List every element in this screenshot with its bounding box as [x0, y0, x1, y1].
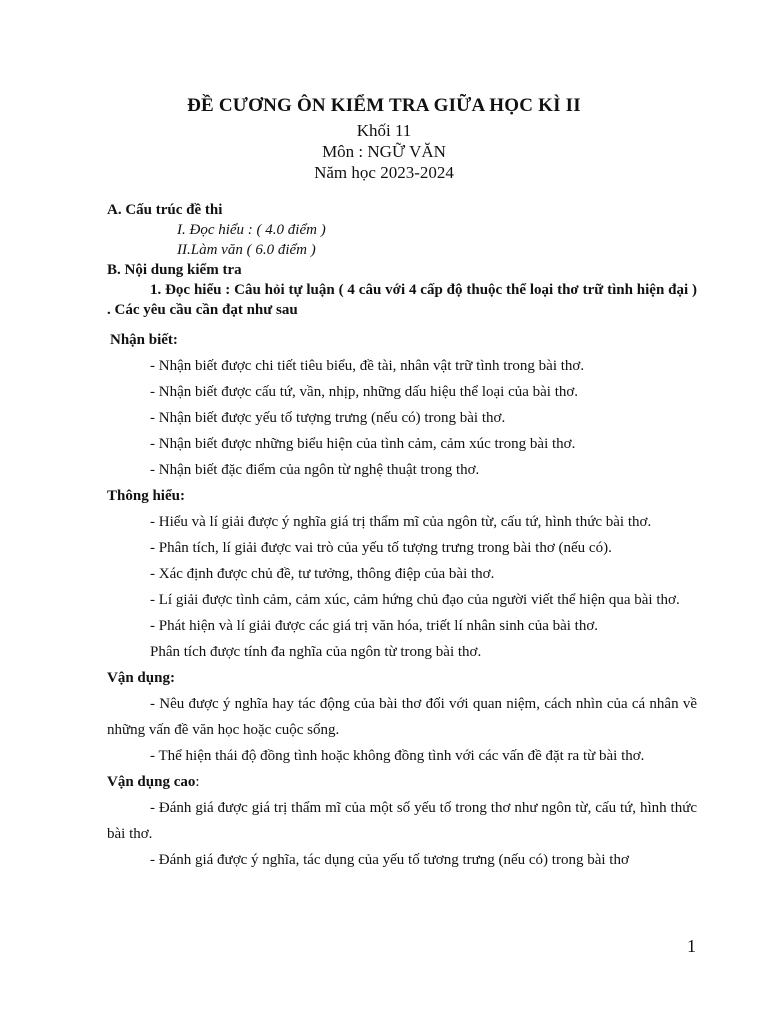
- level-item: - Xác định được chủ đề, tư tưởng, thông điệp của bài thơ.: [150, 566, 495, 582]
- level-heading-application: Vận dụng:: [107, 670, 175, 686]
- structure-item-writing: II.Làm văn ( 6.0 điểm ): [177, 242, 316, 258]
- subject-line: Môn : NGỮ VĂN: [322, 142, 446, 161]
- level-item: - Phát hiện và lí giải được các giá trị văn hóa, triết lí nhân sinh của bài thơ.: [150, 618, 599, 634]
- level-item: - Đánh giá được giá trị thẩm mĩ của một số yếu tố trong thơ như ngôn từ, cấu tứ, hình thức bài thơ.: [107, 800, 697, 842]
- section-a-heading: A. Cấu trúc đề thi: [107, 202, 223, 218]
- level-item: - Hiểu và lí giải được ý nghĩa giá trị thẩm mĩ của ngôn từ, cấu tứ, hình thức bài thơ.: [150, 514, 652, 530]
- reading-intro: 1. Đọc hiểu : Câu hỏi tự luận ( 4 câu với 4 cấp độ thuộc thể loại thơ trữ tình hiện đại ) . Các yêu cầu cần đạt như sau: [107, 282, 697, 318]
- level-item: - Nhận biết được chi tiết tiêu biểu, đề tài, nhân vật trữ tình trong bài thơ.: [150, 358, 585, 374]
- level-heading-advanced-label: Vận dụng cao: [107, 774, 196, 790]
- level-item: Phân tích được tính đa nghĩa của ngôn từ trong bài thơ.: [150, 644, 482, 660]
- section-b-heading: B. Nội dung kiểm tra: [107, 262, 242, 278]
- level-heading-recognition: Nhận biết:: [110, 332, 178, 348]
- page-number: 1: [687, 936, 696, 956]
- level-item: - Phân tích, lí giải được vai trò của yếu tố tượng trưng trong bài thơ (nếu có).: [150, 540, 612, 556]
- document-header: [0, 92, 768, 183]
- level-item: - Nhận biết được những biểu hiện của tình cảm, cảm xúc trong bài thơ.: [150, 436, 576, 452]
- level-item: - Nêu được ý nghĩa hay tác động của bài thơ đối với quan niệm, cách nhìn của cá nhân về những vấn đề văn học hoặc cuộc sống.: [107, 696, 697, 738]
- level-item: - Lí giải được tình cảm, cảm xúc, cảm hứng chủ đạo của người viết thể hiện qua bài thơ.: [150, 592, 680, 608]
- level-item: - Thể hiện thái độ đồng tình hoặc không đồng tình với các vấn đề đặt ra từ bài thơ.: [150, 748, 645, 764]
- school-year-line: Năm học 2023-2024: [314, 163, 454, 182]
- level-heading-comprehension: Thông hiểu:: [107, 488, 185, 504]
- grade-line: Khối 11: [356, 121, 412, 140]
- document-body: [107, 200, 697, 873]
- level-heading-advanced-application: [107, 769, 697, 795]
- level-item: - Nhận biết được cấu tứ, vần, nhịp, những dấu hiệu thể loại của bài thơ.: [150, 384, 579, 400]
- level-item: - Nhận biết được yếu tố tượng trưng (nếu có) trong bài thơ.: [150, 410, 506, 426]
- level-item: - Đánh giá được ý nghĩa, tác dụng của yếu tố tương trưng (nếu có) trong bài thơ: [150, 852, 629, 868]
- level-item: - Nhận biết đặc điểm của ngôn từ nghệ thuật trong thơ.: [150, 462, 480, 478]
- document-title: ĐỀ CƯƠNG ÔN KIỂM TRA GIỮA HỌC KÌ II: [187, 95, 581, 116]
- structure-item-reading: I. Đọc hiểu : ( 4.0 điểm ): [177, 222, 326, 238]
- level-heading-colon: :: [195, 774, 200, 790]
